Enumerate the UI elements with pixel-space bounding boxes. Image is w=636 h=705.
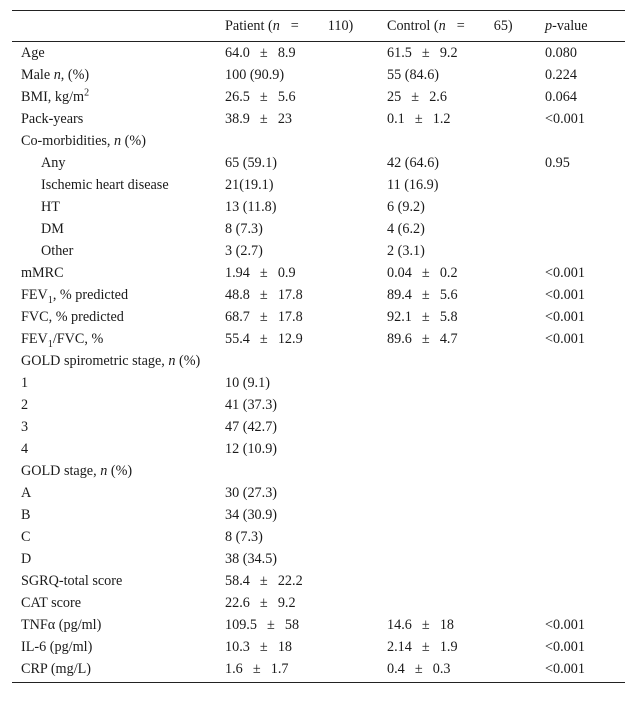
patient-value: 3 (2.7) — [225, 243, 263, 259]
row-label: IL-6 (pg/ml) — [21, 639, 93, 655]
table-row-gold-stage — [12, 460, 625, 482]
table-row-gold-d — [12, 548, 625, 570]
table-row-gold-a — [12, 482, 625, 504]
table-row-gold-spiro-4 — [12, 438, 625, 460]
table-row-age — [12, 42, 625, 64]
row-label: CAT score — [21, 595, 82, 611]
control-value: 89.4 ± 5.6 — [387, 287, 458, 303]
table-row-tnf — [12, 614, 625, 636]
patient-value: 64.0 ± 8.9 — [225, 45, 296, 61]
patient-value: 58.4 ± 22.2 — [225, 573, 303, 589]
p-value: <0.001 — [545, 617, 585, 633]
patient-value: 8 (7.3) — [225, 529, 263, 545]
row-label: $FEV_1$/FVC, % — [21, 331, 104, 350]
table-row-cat — [12, 592, 625, 614]
header-control: Control (n = 65) — [387, 18, 513, 34]
patient-value: 47 (42.7) — [225, 419, 278, 435]
patient-value: 55.4 ± 12.9 — [225, 331, 303, 347]
row-label: D — [21, 551, 32, 567]
p-value: <0.001 — [545, 265, 585, 281]
patient-value: 109.5 ± 58 — [225, 617, 300, 633]
row-label: CRP (mg/L) — [21, 661, 92, 677]
row-label: 3 — [21, 419, 29, 435]
patient-value: 100 (90.9) — [225, 67, 285, 83]
patient-value: 65 (59.1) — [225, 155, 278, 171]
row-label: Any — [41, 155, 66, 171]
p-value: <0.001 — [545, 111, 585, 127]
patient-value: 22.6 ± 9.2 — [225, 595, 296, 611]
table-header-row — [12, 11, 625, 41]
p-value: 0.064 — [545, 89, 577, 105]
row-label: $FEV_1$, % predicted — [21, 287, 129, 306]
table-row-mmrc — [12, 262, 625, 284]
p-value: <0.001 — [545, 287, 585, 303]
row-label: Male n, (%) — [21, 67, 90, 83]
table-row-fev1 — [12, 284, 625, 306]
table-row-fev1-fvc — [12, 328, 625, 350]
row-label: Age — [21, 45, 45, 61]
control-value: 11 (16.9) — [387, 177, 439, 193]
control-value: 2 (3.1) — [387, 243, 425, 259]
patient-value: 21(19.1) — [225, 177, 274, 193]
patient-value: 48.8 ± 17.8 — [225, 287, 303, 303]
row-label: HT — [41, 199, 60, 215]
row-label: SGRQ-total score — [21, 573, 123, 589]
patient-value: 1.6 ± 1.7 — [225, 661, 289, 677]
row-label: mMRC — [21, 265, 64, 281]
row-label: 2 — [21, 397, 29, 413]
header-patient: Patient (n = 110) — [225, 18, 354, 34]
row-label: Co-morbidities, n (%) — [21, 133, 146, 149]
p-value: <0.001 — [545, 661, 585, 677]
table-row-pack-years — [12, 108, 625, 130]
row-label: 1 — [21, 375, 29, 391]
row-label: B — [21, 507, 31, 523]
patient-value: 12 (10.9) — [225, 441, 278, 457]
patient-value: 26.5 ± 5.6 — [225, 89, 296, 105]
patient-value: 34 (30.9) — [225, 507, 278, 523]
table-row-gold-c — [12, 526, 625, 548]
header-p-value: p-value — [545, 18, 588, 34]
patient-value: 10 (9.1) — [225, 375, 270, 391]
p-value: 0.95 — [545, 155, 570, 171]
row-label: Pack-years — [21, 111, 84, 127]
patient-value: 30 (27.3) — [225, 485, 278, 501]
patient-value: 8 (7.3) — [225, 221, 263, 237]
patient-value: 10.3 ± 18 — [225, 639, 293, 655]
p-value: 0.080 — [545, 45, 577, 61]
p-value: <0.001 — [545, 309, 585, 325]
table-row-any — [12, 152, 625, 174]
table-row-ihd — [12, 174, 625, 196]
table-row-fvc — [12, 306, 625, 328]
patient-value: 68.7 ± 17.8 — [225, 309, 303, 325]
row-label: DM — [41, 221, 64, 237]
patient-value: 1.94 ± 0.9 — [225, 265, 296, 281]
table-row-gold-b — [12, 504, 625, 526]
control-value: 61.5 ± 9.2 — [387, 45, 458, 61]
table-row-gold-spirometric — [12, 350, 625, 372]
table-row-il6 — [12, 636, 625, 658]
control-value: 55 (84.6) — [387, 67, 440, 83]
row-label: 4 — [21, 441, 29, 457]
table-row-ht — [12, 196, 625, 218]
row-label: GOLD spirometric stage, n (%) — [21, 353, 201, 369]
patient-value: 13 (11.8) — [225, 199, 277, 215]
table-row-gold-spiro-2 — [12, 394, 625, 416]
table-row-bmi — [12, 86, 625, 108]
control-value: 2.14 ± 1.9 — [387, 639, 458, 655]
control-value: 0.4 ± 0.3 — [387, 661, 451, 677]
table-row-other — [12, 240, 625, 262]
table-bottom-rule — [12, 682, 625, 683]
row-label: FVC, % predicted — [21, 309, 124, 325]
row-label: BMI, $kg/m^2$ — [21, 87, 90, 105]
p-value: 0.224 — [545, 67, 577, 83]
row-label: TNFα (pg/ml) — [21, 617, 102, 633]
row-label: A — [21, 485, 32, 501]
control-value: 42 (64.6) — [387, 155, 440, 171]
table-row-dm — [12, 218, 625, 240]
row-label: GOLD stage, n (%) — [21, 463, 133, 479]
control-value: 0.1 ± 1.2 — [387, 111, 451, 127]
patient-value: 41 (37.3) — [225, 397, 278, 413]
control-value: 89.6 ± 4.7 — [387, 331, 458, 347]
patient-value: 38 (34.5) — [225, 551, 278, 567]
table-row-crp — [12, 658, 625, 680]
control-value: 6 (9.2) — [387, 199, 425, 215]
p-value: <0.001 — [545, 639, 585, 655]
row-label: Ischemic heart disease — [41, 177, 169, 193]
row-label: C — [21, 529, 31, 545]
characteristics-table — [12, 10, 625, 683]
table-row-comorbidities — [12, 130, 625, 152]
control-value: 25 ± 2.6 — [387, 89, 447, 105]
row-label: Other — [41, 243, 74, 259]
control-value: 0.04 ± 0.2 — [387, 265, 458, 281]
control-value: 92.1 ± 5.8 — [387, 309, 458, 325]
patient-value: 38.9 ± 23 — [225, 111, 293, 127]
table-row-male — [12, 64, 625, 86]
table-row-sgrq — [12, 570, 625, 592]
p-value: <0.001 — [545, 331, 585, 347]
table-row-gold-spiro-3 — [12, 416, 625, 438]
table-row-gold-spiro-1 — [12, 372, 625, 394]
control-value: 14.6 ± 18 — [387, 617, 455, 633]
control-value: 4 (6.2) — [387, 221, 425, 237]
